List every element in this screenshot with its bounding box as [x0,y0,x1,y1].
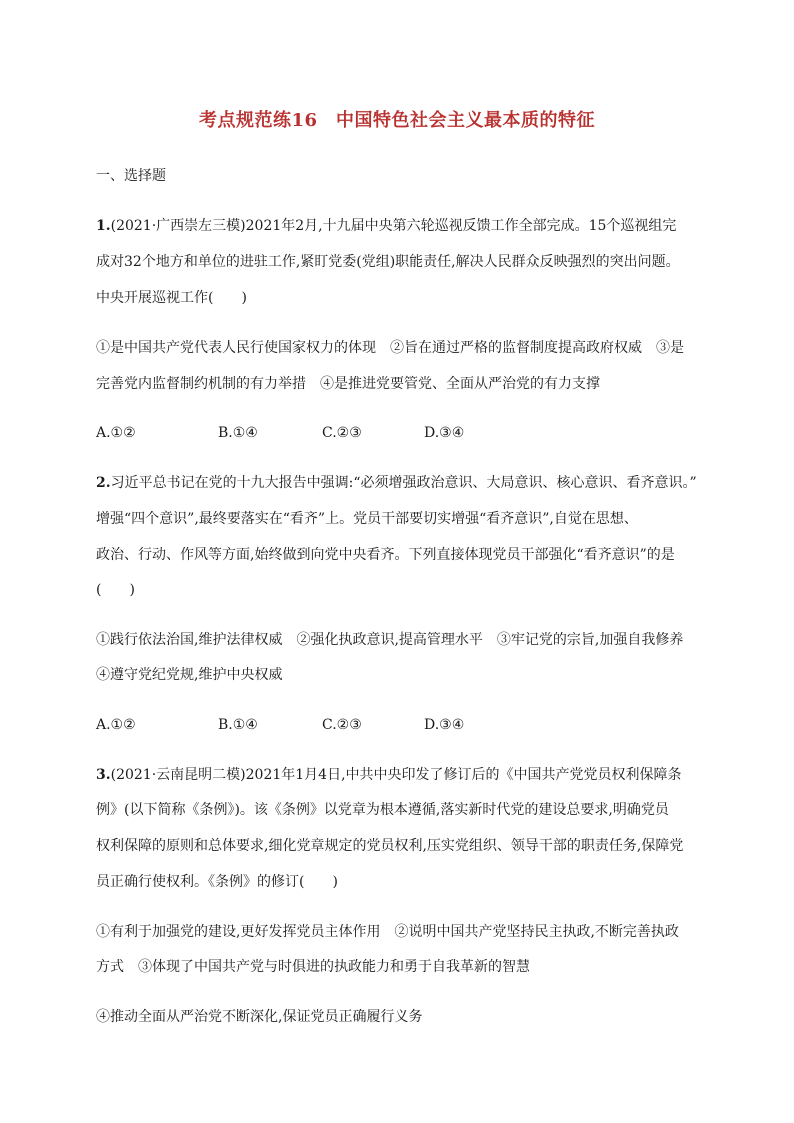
option-a: A.①② [96,425,136,441]
option-b: B.①④ [218,717,258,733]
question-number: 3. [96,767,111,783]
option-d: D.③④ [424,425,465,441]
question-3-statements-line-1: ①有利于加强党的建设,更好发挥党员主体作用 ②说明中国共产党坚持民主执政,不断完善执政 [96,924,679,940]
question-1-stem-line-2: 成对32个地方和单位的进驻工作,紧盯党委(党组)职能责任,解决人民群众反映强烈的突出问题。 [96,254,680,270]
question-3-statements-line-3: ④推动全面从严治党不断深化,保证党员正确履行义务 [96,1009,423,1025]
question-3-statements-line-2: 方式 ③体现了中国共产党与时俱进的执政能力和勇于自我革新的智慧 [96,959,530,975]
option-c: C.②③ [322,717,362,733]
question-1-stem-line-3: 中央开展巡视工作( ) [96,290,247,306]
question-2-stem-line-4: ( ) [96,582,135,598]
question-3-stem-line-1: 3.(2021·云南昆明二模)2021年1月4日,中共中央印发了修订后的《中国共产党党员权利保障条 [96,767,682,783]
question-3-stem-line-2: 例》(以下简称《条例》)。该《条例》以党章为根本遵循,落实新时代党的建设总要求,明确党员 [96,802,669,818]
question-2-stem-line-1: 2.习近平总书记在党的十九大报告中强调:“必须增强政治意识、大局意识、核心意识、看齐意识。” [96,475,697,491]
question-2-statements-line-1: ①践行依法治国,维护法律权威 ②强化执政意识,提高管理水平 ③牢记党的宗旨,加强自我修养 [96,632,684,648]
question-number: 2. [96,475,111,491]
question-number: 1. [96,218,111,234]
question-3-stem-line-4: 员正确行使权利。《条例》的修订( ) [96,874,338,890]
question-2-statements-line-2: ④遵守党纪党规,维护中央权威 [96,667,283,683]
question-2-stem-line-2: 增强“四个意识”,最终要落实在“看齐”上。党员干部要切实增强“看齐意识”,自觉在思想、 [96,511,638,527]
section-heading: 一、选择题 [96,168,166,184]
question-1-statements-line-1: ①是中国共产党代表人民行使国家权力的体现 ②旨在通过严格的监督制度提高政府权威 ③是 [96,340,684,356]
option-b: B.①④ [218,425,258,441]
page-title: 考点规范练16 中国特色社会主义最本质的特征 [198,110,596,131]
question-1-stem-line-1: 1.(2021·广西崇左三模)2021年2月,十九届中央第六轮巡视反馈工作全部完成。15个巡视组完 [96,218,677,234]
question-3-stem-line-3: 权利保障的原则和总体要求,细化党章规定的党员权利,压实党组织、领导干部的职责任务,保障党 [96,838,684,854]
question-2-stem-line-3: 政治、行动、作风等方面,始终做到向党中央看齐。下列直接体现党员干部强化“看齐意识”的是 [96,547,675,563]
option-c: C.②③ [322,425,362,441]
question-1-statements-line-2: 完善党内监督制约机制的有力举措 ④是推进党要管党、全面从严治党的有力支撑 [96,376,600,392]
option-a: A.①② [96,717,136,733]
option-d: D.③④ [424,717,465,733]
